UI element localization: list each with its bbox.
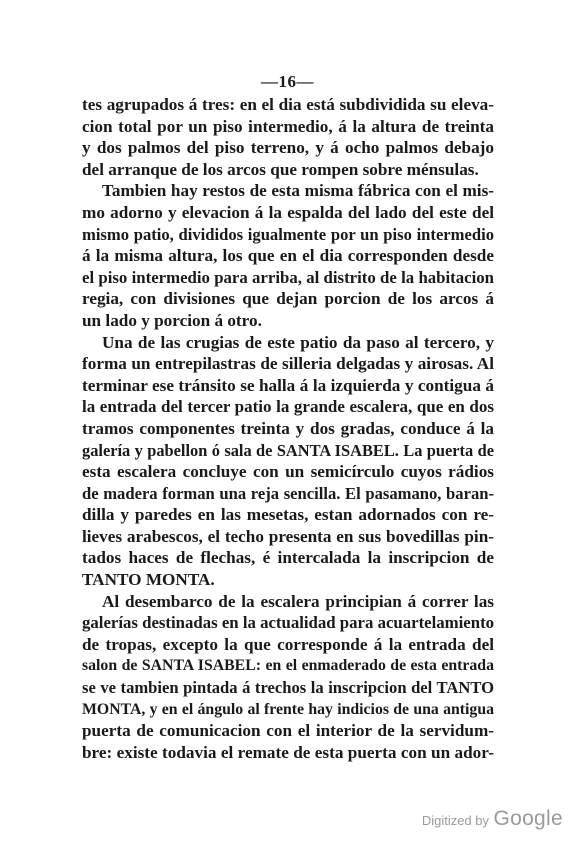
text-line: bre: existe todavia el remate de esta puerta con un ador- xyxy=(82,742,494,762)
text-line: galerías destinadas en la actualidad para acuartelamiento xyxy=(82,613,495,633)
text-line: Al desembarco de la escalera principian á correr las xyxy=(102,591,494,611)
text-line: y dos palmos del piso terreno, y á ocho palmos debajo xyxy=(82,138,494,158)
text-line: un lado y porcion á otro. xyxy=(82,310,262,330)
page-number: —16— xyxy=(261,72,314,91)
text-line: tes agrupados á tres: en el dia está subdividida su eleva- xyxy=(82,95,494,114)
text-line: Tambien hay restos de esta misma fábrica con el mis- xyxy=(102,181,494,201)
digitized-by-google-watermark xyxy=(422,807,563,831)
text-line: mo adorno y elevacion á la espalda del lado del este del xyxy=(82,202,494,222)
text-line: á la misma altura, los que en el dia corresponden desde xyxy=(82,246,494,266)
text-line: cion total por un piso intermedio, á la altura de treinta xyxy=(82,116,494,136)
text-line: de tropas, excepto la que corresponde á la entrada del xyxy=(82,634,494,654)
text-line: regia, con divisiones que dejan porcion de los arcos á xyxy=(82,289,494,309)
text-line: lieves arabescos, el techo presenta en sus bovedillas pin- xyxy=(82,526,494,546)
text-line: el piso intermedio para arriba, al distrito de la habitacion xyxy=(82,267,494,287)
watermark-prefix: Digitized by xyxy=(421,813,490,828)
text-line: de madera forman una reja sencilla. El pasamano, baran- xyxy=(82,483,494,503)
text-line: puerta de comunicacion con el interior de la servidum- xyxy=(82,721,494,741)
text-line: dilla y paredes en las mesetas, estan adornados con re- xyxy=(82,505,494,525)
text-line: se ve tambien pintada á trechos la inscripcion del TANTO xyxy=(82,678,494,698)
body-text xyxy=(82,94,494,763)
text-line: TANTO MONTA. xyxy=(82,570,215,590)
text-line: mismo patio, divididos igualmente por un piso intermedio xyxy=(82,224,494,244)
text-line: tados haces de flechas, é intercalada la inscripcion de xyxy=(82,548,494,568)
text-line: tramos componentes treinta y dos gradas, conduce á la xyxy=(82,418,494,438)
watermark-brand: Google xyxy=(493,807,563,830)
text-line: esta escalera concluye con un semicírculo cuyos rádios xyxy=(82,462,494,482)
text-line: Una de las crugias de este patio da paso al tercero, y xyxy=(102,332,494,352)
text-line: forma un entrepilastras de silleria delgadas y airosas. Al xyxy=(82,354,494,374)
text-line: galería y pabellon ó sala de SANTA ISABEL. La puerta de xyxy=(82,440,494,460)
text-line: salon de SANTA ISABEL: en el enmaderado de esta entrada xyxy=(82,657,494,675)
text-line: terminar ese tránsito se halla á la izquierda y contigua á xyxy=(82,375,494,395)
text-line: MONTA, y en el ángulo al frente hay indicios de una antigua xyxy=(82,700,494,718)
text-line: del arranque de los arcos que rompen sobre ménsulas. xyxy=(82,159,479,179)
text-line: la entrada del tercer patio la grande escalera, que en dos xyxy=(82,397,494,417)
